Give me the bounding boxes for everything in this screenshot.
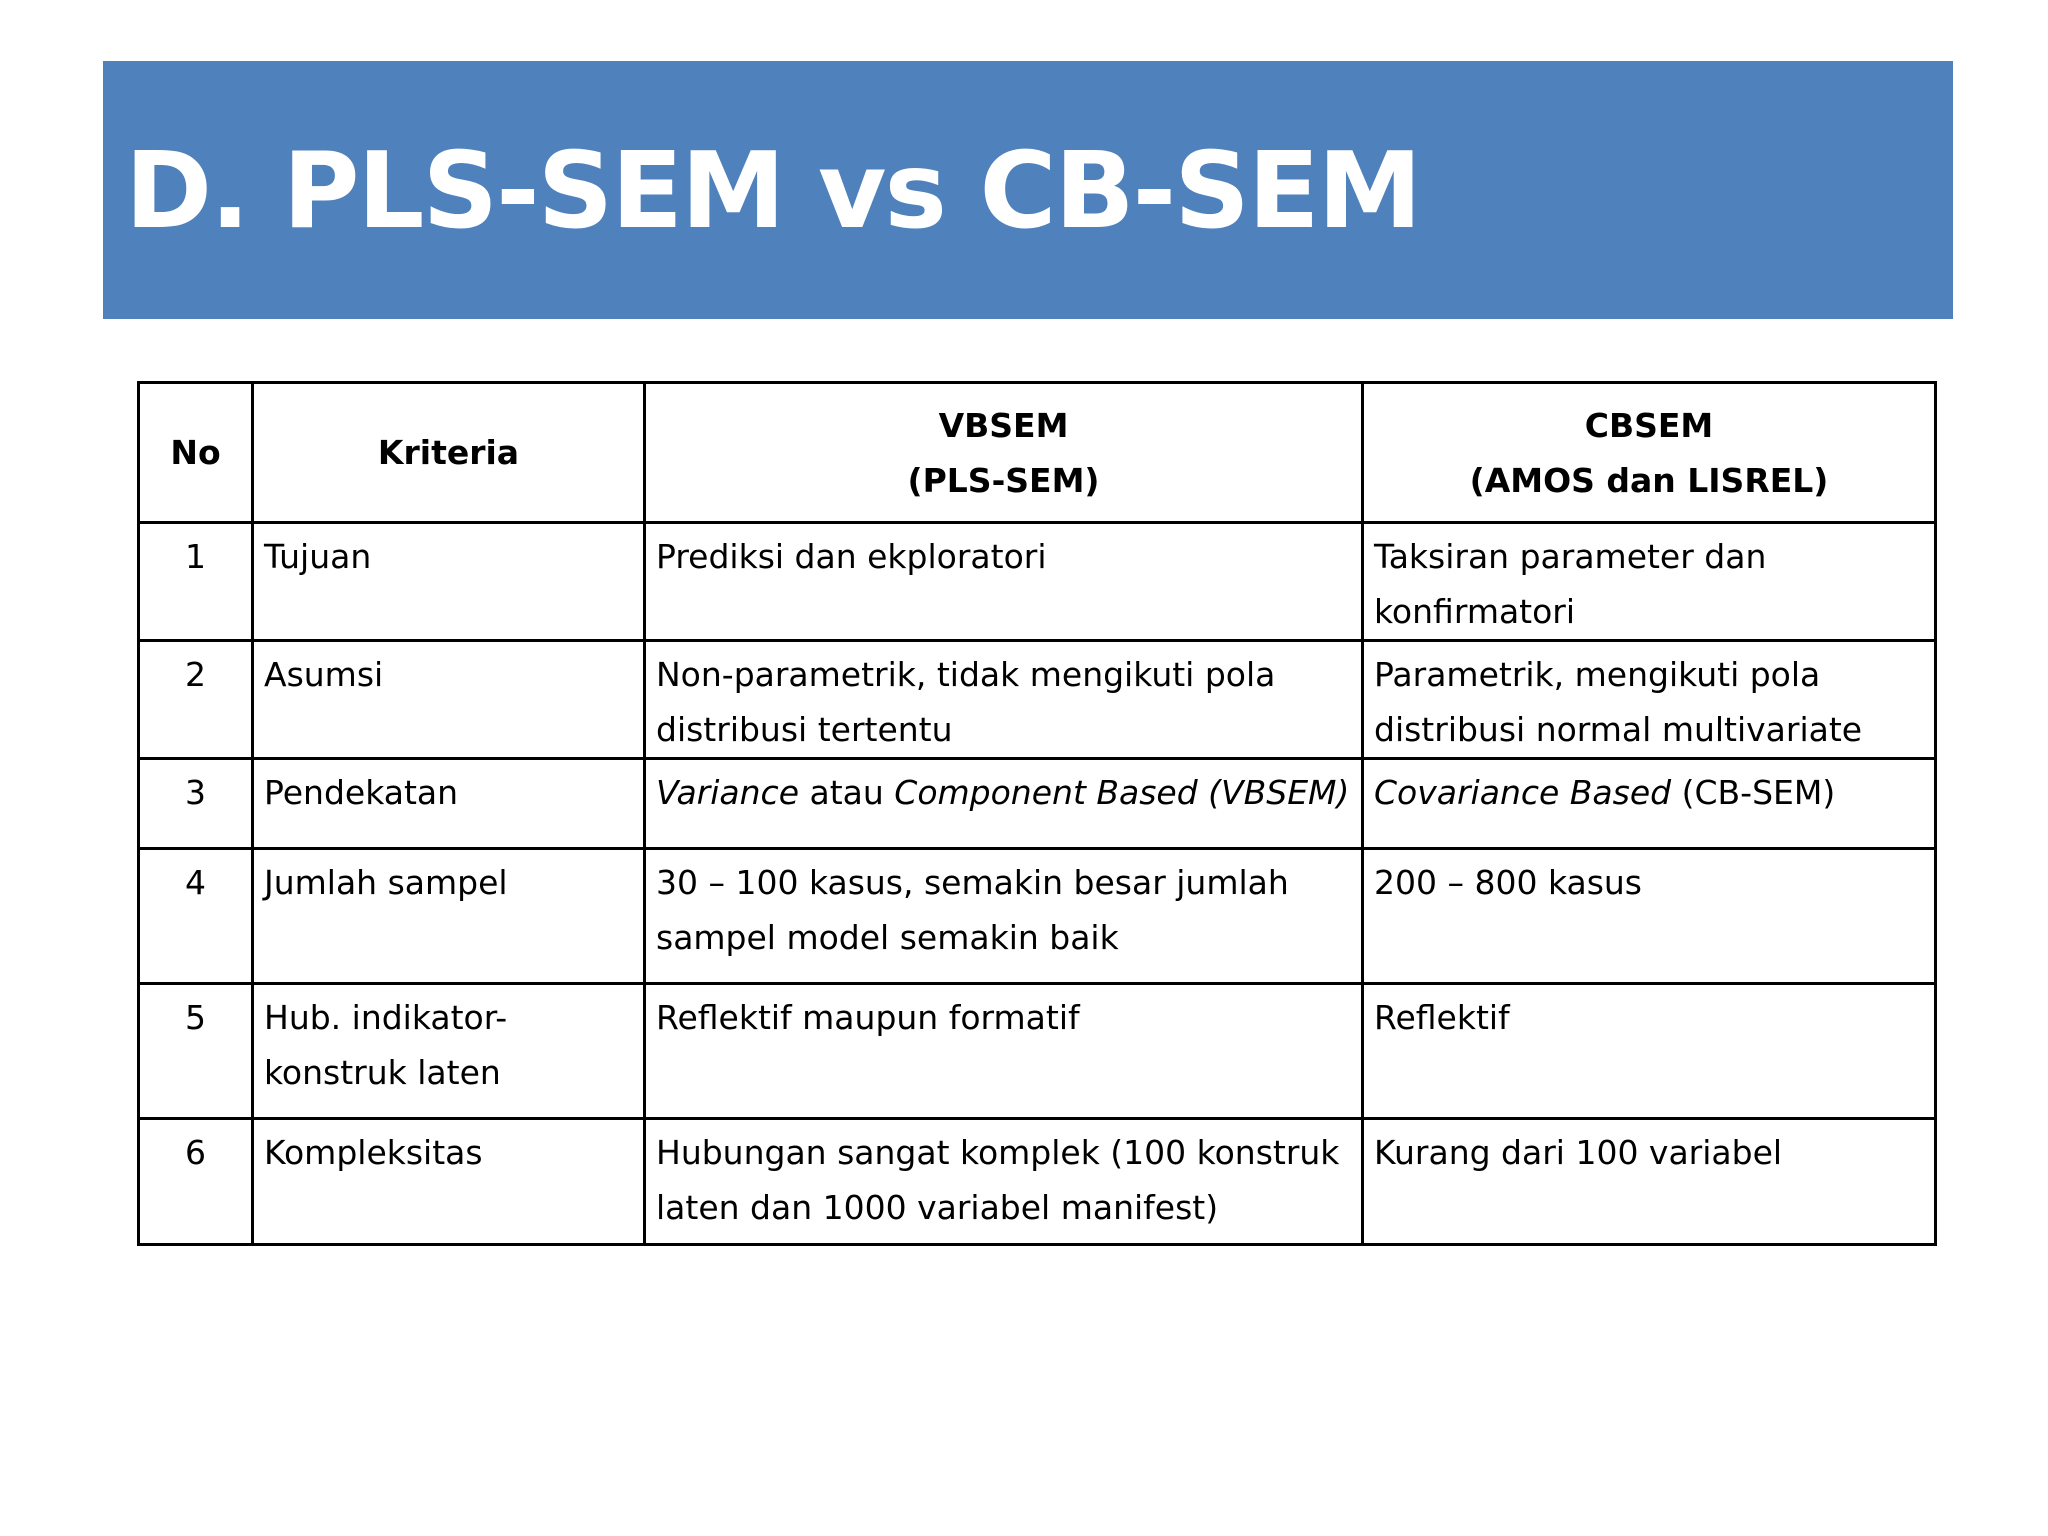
table-header-row	[139, 383, 1936, 523]
cell-kriteria: Pendekatan	[253, 759, 645, 849]
cbsem-italic-covariance: Covariance Based	[1374, 773, 1672, 812]
cell-kriteria: Tujuan	[253, 523, 645, 641]
table-row	[139, 1119, 1936, 1245]
cell-cbsem: Kurang dari 100 variabel	[1363, 1119, 1936, 1245]
table-row	[139, 984, 1936, 1119]
cell-vbsem: Prediksi dan ekploratori	[645, 523, 1363, 641]
vbsem-italic-component: Component Based (VBSEM)	[894, 773, 1350, 812]
cell-no: 3	[139, 759, 253, 849]
cell-vbsem: Hubungan sangat komplek (100 konstruk laten dan 1000 variabel manifest)	[645, 1119, 1363, 1245]
vbsem-plain-atau: atau	[799, 773, 895, 812]
table-row	[139, 849, 1936, 984]
cell-cbsem: 200 – 800 kasus	[1363, 849, 1936, 984]
cell-no: 5	[139, 984, 253, 1119]
title-banner	[103, 61, 1953, 319]
comparison-table	[137, 381, 1937, 1246]
cell-vbsem: Reflektif maupun formatif	[645, 984, 1363, 1119]
cell-cbsem: Taksiran parameter dan konfirmatori	[1363, 523, 1936, 641]
cell-no: 1	[139, 523, 253, 641]
cell-kriteria: Kompleksitas	[253, 1119, 645, 1245]
header-cbsem-subtitle: (AMOS dan LISREL)	[1469, 460, 1829, 500]
cell-cbsem: Reflektif	[1363, 984, 1936, 1119]
header-cbsem	[1363, 383, 1936, 523]
header-no: No	[139, 383, 253, 523]
header-vbsem	[645, 383, 1363, 523]
cbsem-plain-cbsem: (CB-SEM)	[1671, 773, 1836, 812]
cell-no: 6	[139, 1119, 253, 1245]
cell-cbsem: Parametrik, mengikuti pola distribusi normal multivariate	[1363, 641, 1936, 759]
header-cbsem-title: CBSEM	[1584, 405, 1714, 445]
cell-no: 2	[139, 641, 253, 759]
cell-cbsem	[1363, 759, 1936, 849]
cell-kriteria: Jumlah sampel	[253, 849, 645, 984]
cell-vbsem: Non-parametrik, tidak mengikuti pola distribusi tertentu	[645, 641, 1363, 759]
table-row	[139, 641, 1936, 759]
header-vbsem-subtitle: (PLS-SEM)	[907, 460, 1100, 500]
slide-title: D. PLS-SEM vs CB-SEM	[125, 130, 1421, 252]
cell-kriteria: Asumsi	[253, 641, 645, 759]
vbsem-italic-variance: Variance	[656, 773, 800, 812]
cell-kriteria: Hub. indikator-konstruk laten	[253, 984, 645, 1119]
cell-no: 4	[139, 849, 253, 984]
table-row	[139, 759, 1936, 849]
header-kriteria: Kriteria	[253, 383, 645, 523]
header-vbsem-title: VBSEM	[938, 405, 1069, 445]
cell-vbsem	[645, 759, 1363, 849]
table-row	[139, 523, 1936, 641]
cell-vbsem: 30 – 100 kasus, semakin besar jumlah sampel model semakin baik	[645, 849, 1363, 984]
